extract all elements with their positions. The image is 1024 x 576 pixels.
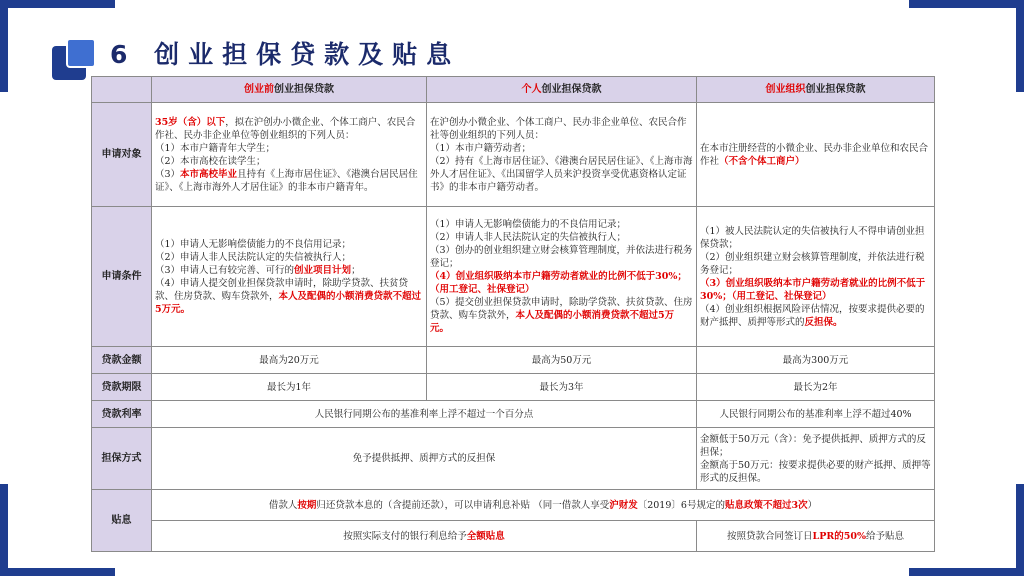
guarantee-organization: 金额低于50万元（含）：免予提供抵押、质押方式的反担保； 金额高于50万元：按要求提供必要的财产抵押、质押等形式的反担保。 — [697, 428, 935, 490]
header-organization: 创业组织创业担保贷款 — [697, 77, 935, 103]
title-logo-icon — [52, 38, 96, 82]
corner-decoration — [1016, 0, 1024, 92]
row-label-guarantee: 担保方式 — [92, 428, 152, 490]
table-row-term — [92, 374, 935, 401]
table-row-conditions — [92, 207, 935, 347]
conditions-organization: （1）被人民法院认定的失信被执行人不得申请创业担保贷款； （2）创业组织建立财会核算管理制度，并依法进行税务登记； （3）创业组织吸纳本市户籍劳动者就业的比例不低于30%；（用工登记、社保登记） （4）创业组织根据风险评估情况，按要求提供必要的财产抵押、质押等形式的反担保。 — [697, 207, 935, 347]
header-individual: 个人创业担保贷款 — [427, 77, 697, 103]
rate-organization: 人民银行同期公布的基准利率上浮不超过40% — [697, 401, 935, 428]
row-label-term: 贷款期限 — [92, 374, 152, 401]
amount-organization: 最高为300万元 — [697, 347, 935, 374]
conditions-pre-startup: （1）申请人无影响偿债能力的不良信用记录； （2）申请人非人民法院认定的失信被执行人； （3）申请人已有较完善、可行的创业项目计划； （4）申请人提交创业担保贷款申请时，除助学贷款、扶贫贷款、住房贷款、购车贷款外，本人及配偶的小额消费贷款不超过5万元。 — [152, 207, 427, 347]
corner-decoration — [0, 484, 8, 576]
conditions-individual: （1）申请人无影响偿债能力的不良信用记录； （2）申请人非人民法院认定的失信被执行人； （3）创办的创业组织建立财会核算管理制度，并依法进行税务登记； （4）创业组织吸纳本市户籍劳动者就业的比例不低于30%；（用工登记、社保登记） （5）提交创业担保贷款申请时，除助学贷款、扶贫贷款、住房贷款、购车贷款外，本人及配偶的小额消费贷款不超过5万元。 — [427, 207, 697, 347]
subsidy-general-rule: 借款人按期归还贷款本息的（含提前还款），可以申请利息补贴 （同一借款人享受沪财发〔2019〕6号规定的贴息政策不超过3次） — [152, 490, 935, 521]
table-row-subsidy-bottom — [92, 521, 935, 552]
row-label-amount: 贷款金额 — [92, 347, 152, 374]
applicant-pre-startup: 35岁（含）以下，拟在沪创办小微企业、个体工商户、农民合作社、民办非企业单位等创业组织的下列人员： （1）本市户籍青年大学生； （2）本市高校在读学生； （3）本市高校毕业且持有《上海市居住证》、《港澳台居民居住证》、《上海市海外人才居住证》的非本市户籍青年。 — [152, 103, 427, 207]
subsidy-individual: 按照实际支付的银行利息给予全额贴息 — [152, 521, 697, 552]
subsidy-organization: 按照贷款合同签订日LPR的50%给予贴息 — [697, 521, 935, 552]
header-corner-cell — [92, 77, 152, 103]
corner-decoration — [0, 568, 115, 576]
corner-decoration — [909, 568, 1024, 576]
corner-decoration — [0, 0, 115, 8]
page-title: 6 创业担保贷款及贴息 — [110, 40, 461, 69]
corner-decoration — [909, 0, 1024, 8]
corner-decoration — [1016, 484, 1024, 576]
amount-individual: 最高为50万元 — [427, 347, 697, 374]
rate-individual-combined: 人民银行同期公布的基准利率上浮不超过一个百分点 — [152, 401, 697, 428]
loan-policy-table — [91, 76, 935, 552]
table-row-rate — [92, 401, 935, 428]
table-row-subsidy-top — [92, 490, 935, 521]
row-label-conditions: 申请条件 — [92, 207, 152, 347]
guarantee-individual-combined: 免予提供抵押、质押方式的反担保 — [152, 428, 697, 490]
term-individual: 最长为3年 — [427, 374, 697, 401]
term-pre-startup: 最长为1年 — [152, 374, 427, 401]
table-header-row — [92, 77, 935, 103]
row-label-subsidy: 贴息 — [92, 490, 152, 552]
corner-decoration — [0, 0, 8, 92]
table-row-guarantee — [92, 428, 935, 490]
table-row-amount — [92, 347, 935, 374]
row-label-applicant: 申请对象 — [92, 103, 152, 207]
amount-pre-startup: 最高为20万元 — [152, 347, 427, 374]
header-pre-startup: 创业前创业担保贷款 — [152, 77, 427, 103]
applicant-organization: 在本市注册经营的小微企业、民办非企业单位和农民合作社（不含个体工商户） — [697, 103, 935, 207]
applicant-individual: 在沪创办小微企业、个体工商户、民办非企业单位、农民合作社等创业组织的下列人员： （1）本市户籍劳动者； （2）持有《上海市居住证》、《港澳台居民居住证》、《上海市海外人才居住证》、《出国留学人员来沪投资享受优惠资格认定证书》的非本市户籍劳动者。 — [427, 103, 697, 207]
row-label-rate: 贷款利率 — [92, 401, 152, 428]
table-row-applicant — [92, 103, 935, 207]
term-organization: 最长为2年 — [697, 374, 935, 401]
